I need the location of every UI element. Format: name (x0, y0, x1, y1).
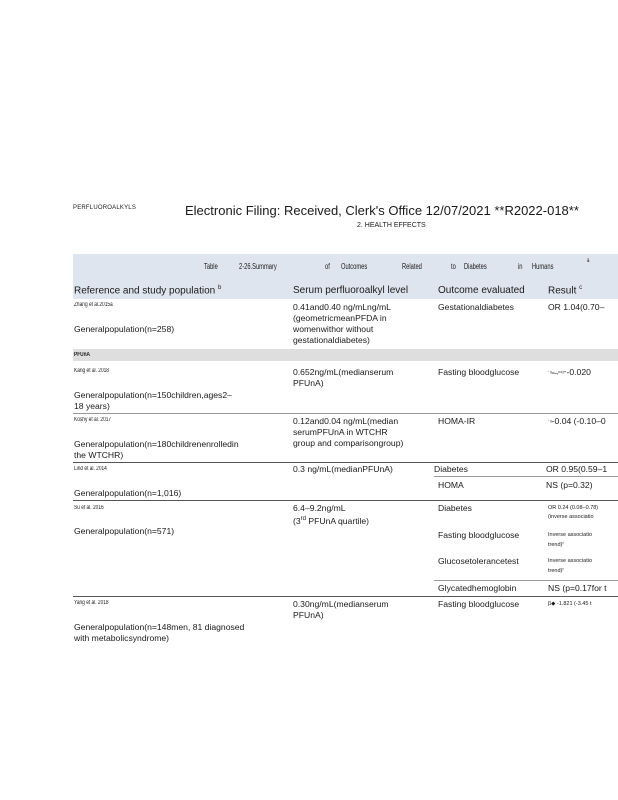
outcome-evaluated: Fasting bloodglucose (438, 367, 520, 377)
col-header-result: Result $^c$ (548, 285, 583, 297)
study-citation: Lind et al. 2014 (74, 466, 107, 472)
study-population: Generalpopulation(n=148men, 81 diagnosed with metabolicsyndrome) (74, 622, 245, 643)
table-title-word: Related (402, 262, 422, 271)
table-title-footnote: a (587, 258, 590, 264)
serum-level: 0.652ng/mL(medianserum PFUnA) (293, 367, 394, 388)
table-title-word: 2-26.Summary (239, 262, 277, 271)
study-population: Generalpopulation(n=571) (74, 526, 175, 536)
row-divider (73, 462, 618, 463)
study-population: Generalpopulation(n=150children,ages2– 18 years) (74, 390, 232, 411)
table-title-word: Table (204, 262, 218, 271)
row-divider (73, 500, 618, 501)
outcome-evaluated: Fasting bloodglucose (438, 530, 520, 540)
table-title-word: in (518, 262, 523, 271)
filing-stamp: Electronic Filing: Received, Clerk's Office 12/07/2021 **R2022-018** (185, 203, 579, 218)
col-header-outcome: Outcome evaluated (438, 285, 525, 296)
result: ´³≈¬°°²̃ -0.020 (548, 367, 591, 377)
result: Inverse associatio trend)ᶠ (548, 558, 593, 574)
result: β◆ -1.821 (-3.45 t (548, 601, 592, 607)
outcome-evaluated: HOMA-IR (438, 416, 476, 426)
serum-level: 6.4–9.2ng/mL (3rd PFUnA quartile) (293, 503, 370, 526)
col-header-reference: Reference and study population $^b$ (74, 285, 222, 297)
result: OR 1.04(0.70– (548, 302, 605, 312)
study-citation: Kang et al. 2018 (74, 368, 109, 374)
table-title (73, 254, 618, 283)
study-population: Generalpopulation(n=1,016) (74, 488, 182, 498)
table-title-word: Diabetes (464, 262, 487, 271)
study-population: Generalpopulation(n=180childrenenrolledin the WTCHR) (74, 439, 239, 460)
serum-level: 0.12and0.04 ng/mL(median serumPFUnA in WTCHR group and comparisongroup) (293, 416, 404, 448)
outcome-evaluated: Gestationaldiabetes (438, 302, 514, 312)
study-citation: Koshy et al. 2017 (74, 417, 112, 423)
outcome-evaluated: Fasting bloodglucose (438, 599, 520, 609)
row-divider (73, 596, 618, 597)
outcome-evaluated: Glucosetolerancetest (438, 556, 519, 566)
section-row (73, 349, 618, 361)
table-title-word: to (451, 262, 456, 271)
table-title-word: Humans (532, 262, 554, 271)
result: ´³-0.04 (-0.10–0 (548, 416, 606, 426)
chapter-heading: 2. HEALTH EFFECTS (357, 222, 426, 229)
sub-row-divider (434, 580, 618, 581)
table-title-word: Outcomes (341, 262, 368, 271)
result: OR 0.95(0.59–1 (546, 464, 608, 474)
outcome-evaluated: Diabetes (434, 464, 468, 474)
col-header-level: Serum perfluoroalkyl level (293, 285, 409, 296)
section-label: PFUnA (74, 352, 90, 358)
serum-level: 0.3 ng/mL(medianPFUnA) (293, 464, 393, 474)
outcome-evaluated: Glycatedhemoglobin (438, 583, 517, 593)
study-population: Generalpopulation(n=258) (74, 324, 175, 334)
outcome-evaluated: HOMA (438, 480, 464, 490)
study-citation: Su et al. 2016 (74, 505, 104, 511)
serum-level: 0.41and0.40 ng/mLng/mL (geometricmeanPFDA in womenwithor without gestationaldiabetes) (293, 302, 391, 345)
result: NS (p=0.32) (546, 480, 593, 490)
outcome-evaluated: Diabetes (438, 503, 472, 513)
result: Inverse associatio trend)ᶠ (548, 532, 593, 548)
sub-row-divider (434, 476, 618, 477)
study-citation: Yang et al. 2018 (74, 600, 109, 606)
serum-level: 0.30ng/mL(medianserum PFUnA) (293, 599, 389, 620)
row-divider (73, 413, 618, 414)
study-citation: Zhang et al.2015a (74, 302, 113, 308)
table-title-word: of (325, 262, 330, 271)
result: OR 0.24 (0.08–0.78) (inverse associatio (548, 505, 599, 520)
result: NS (p=0.17for t (548, 583, 607, 593)
document-category: PERFLUOROALKYLS (73, 205, 137, 211)
